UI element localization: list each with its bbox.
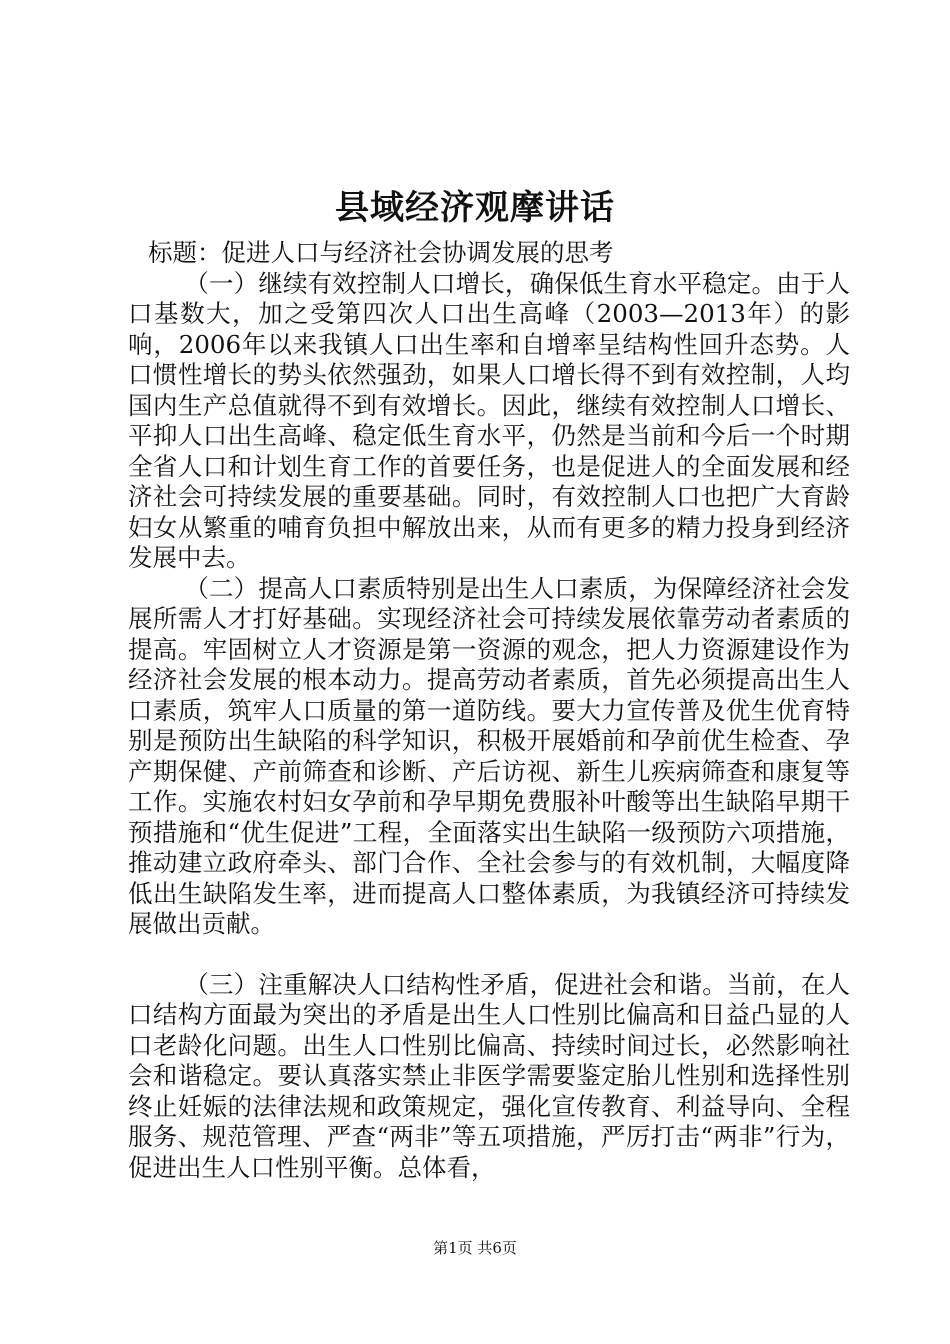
document-body bbox=[128, 238, 850, 1183]
document-title: 县域经济观摩讲话 bbox=[335, 188, 615, 228]
page-footer: 第1页 共6页 bbox=[433, 1239, 517, 1257]
paragraph-3: （三）注重解决人口结构性矛盾，促进社会和谐。当前，在人口结构方面最为突出的矛盾是出生人口性别比偏高和日益凸显的人口老龄化问题。出生人口性别比偏高、持续时间过长，必然影响社会和谐稳定。要认真落实禁止非医学需要鉴定胎儿性别和选择性别终止妊娠的法律法规和政策规定，强化宣传教育、利益导向、全程服务、规范管理、严查“两非”等五项措施，严厉打击“两非”行为，促进出生人口性别平衡。总体看， bbox=[128, 969, 850, 1182]
paragraph-1: （一）继续有效控制人口增长，确保低生育水平稳定。由于人口基数大，加之受第四次人口出生高峰（2003—2013年）的影响，2006年以来我镇人口出生率和自增率呈结构性回升态势。人口惯性增长的势头依然强劲，如果人口增长得不到有效控制，人均国内生产总值就得不到有效增长。因此，继续有效控制人口增长、平抑人口出生高峰、稳定低生育水平，仍然是当前和今后一个时期全省人口和计划生育工作的首要任务，也是促进人的全面发展和经济社会可持续发展的重要基础。同时，有效控制人口也把广大育龄妇女从繁重的哺育负担中解放出来，从而有更多的精力投身到经济发展中去。 bbox=[128, 268, 850, 572]
document-subtitle: 标题：促进人口与经济社会协调发展的思考 bbox=[148, 238, 614, 267]
paragraph-2: （二）提高人口素质特别是出生人口素质，为保障经济社会发展所需人才打好基础。实现经济社会可持续发展依靠劳动者素质的提高。牢固树立人才资源是第一资源的观念，把人力资源建设作为经济社会发展的根本动力。提高劳动者素质，首先必须提高出生人口素质，筑牢人口质量的第一道防线。要大力宣传普及优生优育特别是预防出生缺陷的科学知识，积极开展婚前和孕前优生检查、孕产期保健、产前筛查和诊断、产后访视、新生儿疾病筛查和康复等工作。实施农村妇女孕前和孕早期免费服补叶酸等出生缺陷早期干预措施和“优生促进”工程，全面落实出生缺陷一级预防六项措施，推动建立政府牵头、部门合作、全社会参与的有效机制，大幅度降低出生缺陷发生率，进而提高人口整体素质，为我镇经济可持续发展做出贡献。 bbox=[128, 573, 850, 938]
